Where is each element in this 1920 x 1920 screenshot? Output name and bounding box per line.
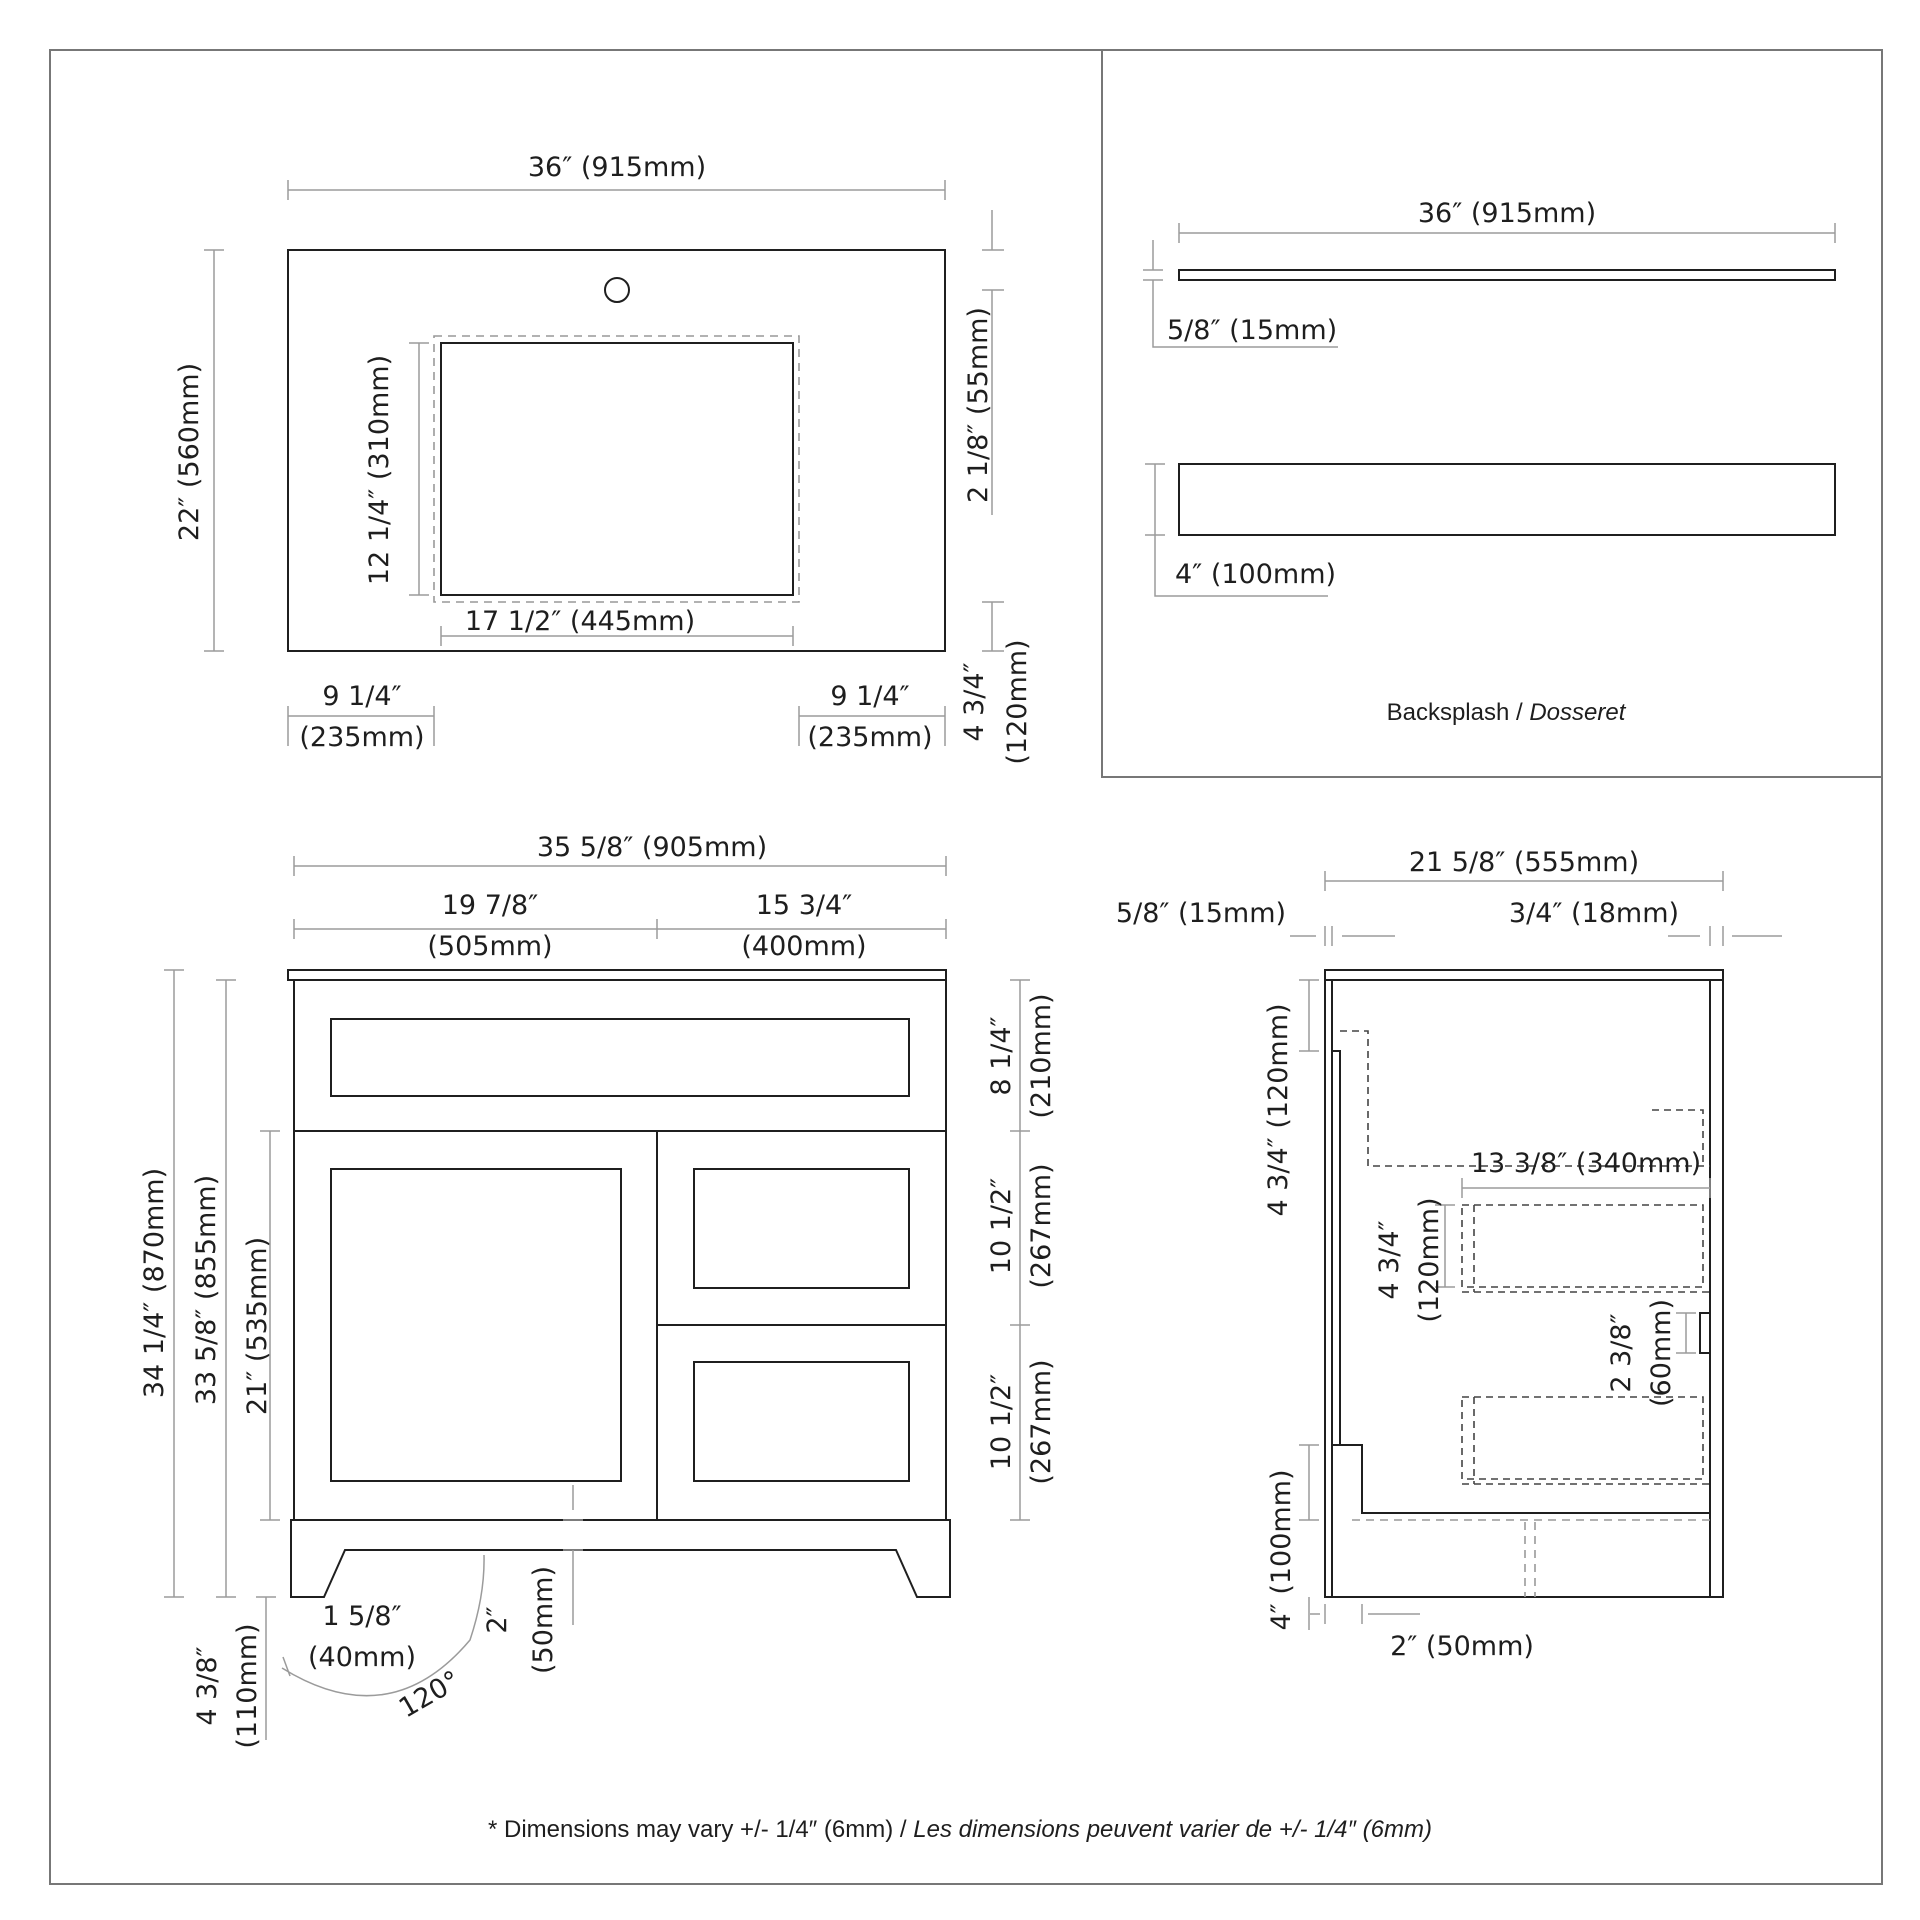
right-margin-mm: (235mm) <box>807 722 933 753</box>
backsplash-thickness-label: 5/8″ (15mm) <box>1167 315 1338 346</box>
low-drawer-hidden <box>1462 1397 1703 1479</box>
backsplash-top-edge <box>1179 270 1835 280</box>
hole-offset-label: 2 1/8″ (55mm) <box>963 307 994 503</box>
top-drawer-panel <box>331 1019 909 1096</box>
backsplash-width-label: 36″ (915mm) <box>1417 198 1597 229</box>
top-view <box>174 152 1033 765</box>
base-mm-label: (110mm) <box>232 1623 263 1749</box>
door-panel <box>331 1169 621 1481</box>
front-view <box>139 832 1057 1749</box>
side-back-thickness-label: 3/4″ (18mm) <box>1508 898 1680 929</box>
mid-drawer-in: 10 1/2″ <box>986 1177 1017 1275</box>
top-drawer-in: 8 1/4″ <box>986 1016 1017 1096</box>
backsplash-caption: Backsplash / Dosseret <box>1386 699 1626 726</box>
low-drawer-in: 10 1/2″ <box>986 1373 1017 1471</box>
sink-basin <box>441 343 793 595</box>
side-top-drawer-label: 4 3/4″ (120mm) <box>1263 1003 1294 1217</box>
top-drawer-hidden <box>1340 1031 1710 1166</box>
backsplash-face <box>1179 464 1835 535</box>
toe-mm-label: (50mm) <box>528 1565 559 1675</box>
angle-label: 120° <box>393 1664 466 1725</box>
foot-in-label: 1 5/8″ <box>322 1601 402 1632</box>
backsplash-panel-frame <box>1102 50 1882 777</box>
toe-kick-base <box>291 1520 950 1597</box>
right-section-mm: (400mm) <box>741 931 867 962</box>
left-margin-mm: (235mm) <box>299 722 425 753</box>
gap-in: 2 3/8″ <box>1606 1313 1637 1393</box>
side-view <box>1116 847 1782 1662</box>
backsplash-height-label: 4″ (100mm) <box>1175 559 1337 590</box>
toe-depth-label: 2″ (50mm) <box>1390 1631 1534 1662</box>
sink-width-label: 17 1/2″ (445mm) <box>464 606 696 637</box>
backsplash-view <box>1143 198 1835 726</box>
side-top <box>1325 970 1723 980</box>
sink-depth-label: 12 1/4″ (310mm) <box>364 354 395 586</box>
low-drawer-mm: (267mm) <box>1026 1359 1057 1485</box>
side-handle <box>1700 1313 1710 1353</box>
right-section-in: 15 3/4″ <box>755 890 853 921</box>
front-margin-mm: (120mm) <box>1002 639 1033 765</box>
side-top-thickness-label: 5/8″ (15mm) <box>1115 898 1287 929</box>
drawer-height-in: 4 3/4″ <box>1374 1220 1405 1300</box>
left-section-in: 19 7/8″ <box>441 890 539 921</box>
mid-drawer-mm: (267mm) <box>1026 1163 1057 1289</box>
vanity-top <box>288 970 946 980</box>
base-in-label: 4 3/8″ <box>192 1646 223 1726</box>
top-depth-label: 22″ (560mm) <box>174 362 205 542</box>
drawer-height-mm: (120mm) <box>1414 1197 1445 1323</box>
left-section-mm: (505mm) <box>427 931 553 962</box>
top-drawer-mm: (210mm) <box>1026 993 1057 1119</box>
gap-mm: (60mm) <box>1646 1298 1677 1408</box>
total-height-label: 34 1/4″ (870mm) <box>139 1167 170 1399</box>
foot-mm-label: (40mm) <box>307 1642 417 1673</box>
sink-cutout-outline <box>434 336 799 602</box>
faucet-hole <box>605 278 629 302</box>
toe-in-label: 2″ <box>482 1606 513 1634</box>
right-margin-in: 9 1/4″ <box>830 681 910 712</box>
front-width-label: 35 5/8″ (905mm) <box>536 832 768 863</box>
left-margin-in: 9 1/4″ <box>322 681 402 712</box>
top-width-label: 36″ (915mm) <box>527 152 707 183</box>
drawer-depth-label: 13 3/8″ (340mm) <box>1470 1148 1702 1179</box>
footnote: * Dimensions may vary +/- 1/4″ (6mm) / Les dimensions peuvent varier de +/- 1/4″ (6mm) <box>487 1816 1433 1843</box>
mid-drawer-hidden <box>1462 1205 1703 1287</box>
cabinet-height-label: 33 5/8″ (855mm) <box>191 1174 222 1406</box>
door-height-label: 21″ (535mm) <box>242 1236 273 1416</box>
bottom-drawer-panel <box>694 1362 909 1481</box>
side-base-height-label: 4″ (100mm) <box>1266 1469 1297 1631</box>
middle-drawer-panel <box>694 1169 909 1288</box>
front-margin-in: 4 3/4″ <box>959 662 990 742</box>
side-depth-label: 21 5/8″ (555mm) <box>1408 847 1640 878</box>
